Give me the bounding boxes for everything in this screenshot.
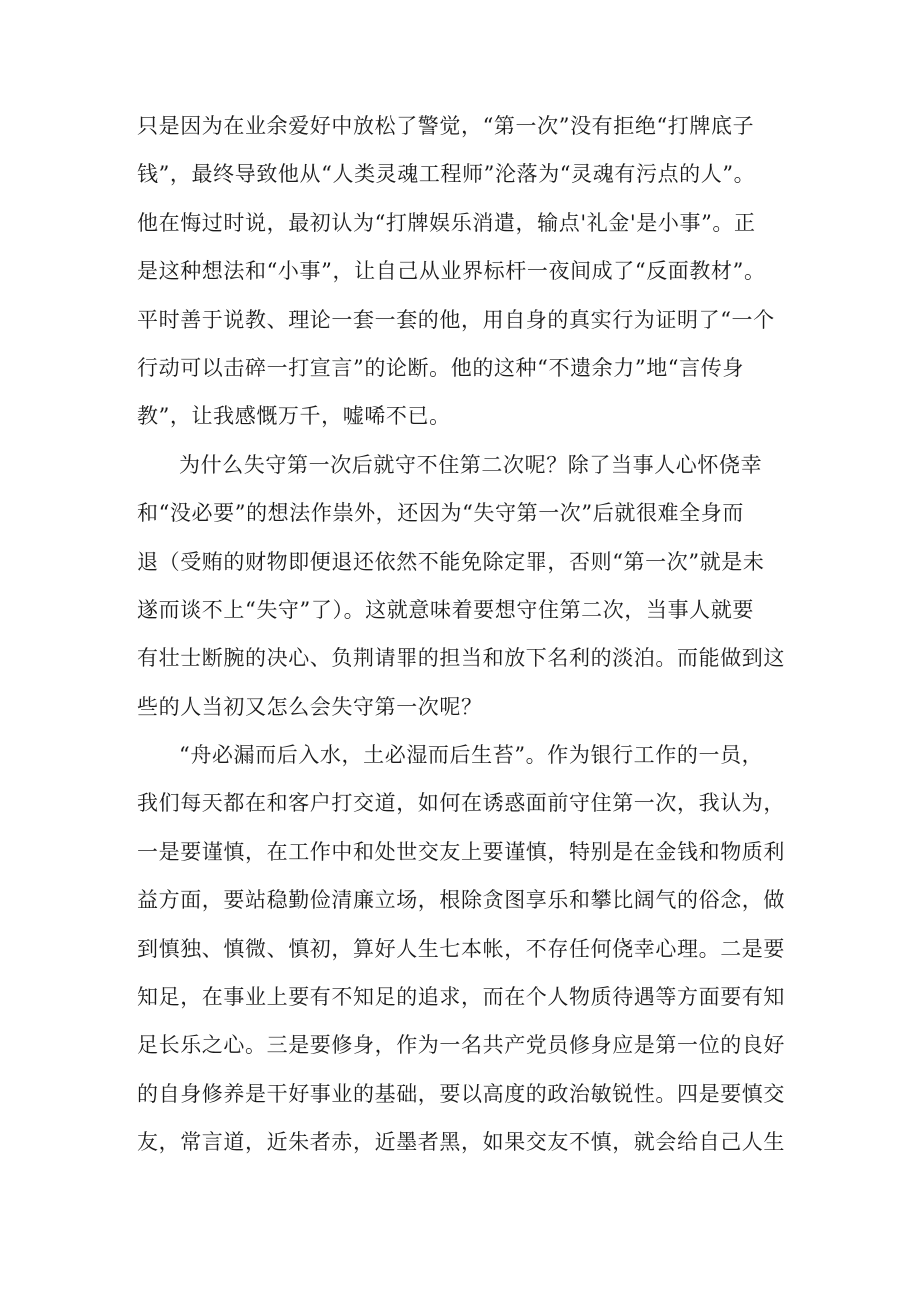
text-line: 一是要谨慎，在工作中和处世交友上要谨慎，特别是在金钱和物质利 [137,839,785,864]
text-line: 知足，在事业上要有不知足的追求，而在个人物质待遇等方面要有知 [137,985,785,1010]
text-line: 教”，让我感慨万千，嘘唏不已。 [137,404,451,429]
text-line: 遂而谈不上“失守”了）。这就意味着要想守住第二次，当事人就要 [137,597,754,622]
text-line: 益方面，要站稳勤俭清廉立场，根除贪图享乐和攀比阔气的俗念，做 [137,888,785,913]
text-line: 行动可以击碎一打宣言”的论断。他的这种“不遗余力”地“言传身 [137,355,744,380]
text-line: 平时善于说教、理论一套一套的他，用自身的真实行为证明了“一个 [137,307,775,332]
text-line: 友，常言道，近朱者赤，近墨者黑，如果交友不慎，就会给自己人生 [137,1130,785,1155]
text-line: 我们每天都在和客户打交道，如何在诱惑面前守住第一次，我认为， [137,791,785,816]
text-line: 钱”，最终导致他从“人类灵魂工程师”沦落为“灵魂有污点的人”。 [137,162,756,187]
text-line: 是这种想法和“小事”，让自己从业界标杆一夜间成了“反面教材”。 [137,259,766,284]
text-line: 他在悔过时说，最初认为“打牌娱乐消遣，输点'礼金'是小事”。正 [137,210,756,235]
text-line: 足长乐之心。三是要修身，作为一名共产党员修身应是第一位的良好 [137,1033,785,1058]
text-line: 的自身修养是干好事业的基础，要以高度的政治敏锐性。四是要慎交 [137,1081,785,1106]
paragraph-start-line: “舟必漏而后入水，土必湿而后生苔”。作为银行工作的一员， [179,743,764,768]
text-line: 到慎独、慎微、慎初，算好人生七本帐，不存任何侥幸心理。二是要 [137,936,785,961]
text-line: 有壮士断腕的决心、负荆请罪的担当和放下名利的淡泊。而能做到这 [137,646,785,671]
body-text [137,102,817,1167]
text-line: 只是因为在业余爱好中放松了警觉，“第一次”没有拒绝“打牌底子 [137,114,755,138]
paragraph-start-line: 为什么失守第一次后就守不住第二次呢？除了当事人心怀侥幸 [179,452,763,477]
text-line: 退（受贿的财物即便退还依然不能免除定罪，否则“第一次”就是未 [137,549,765,574]
text-line: 和“没必要”的想法作祟外，还因为“失守第一次”后就很难全身而 [137,501,744,526]
text-line: 些的人当初又怎么会失守第一次呢？ [137,694,483,719]
